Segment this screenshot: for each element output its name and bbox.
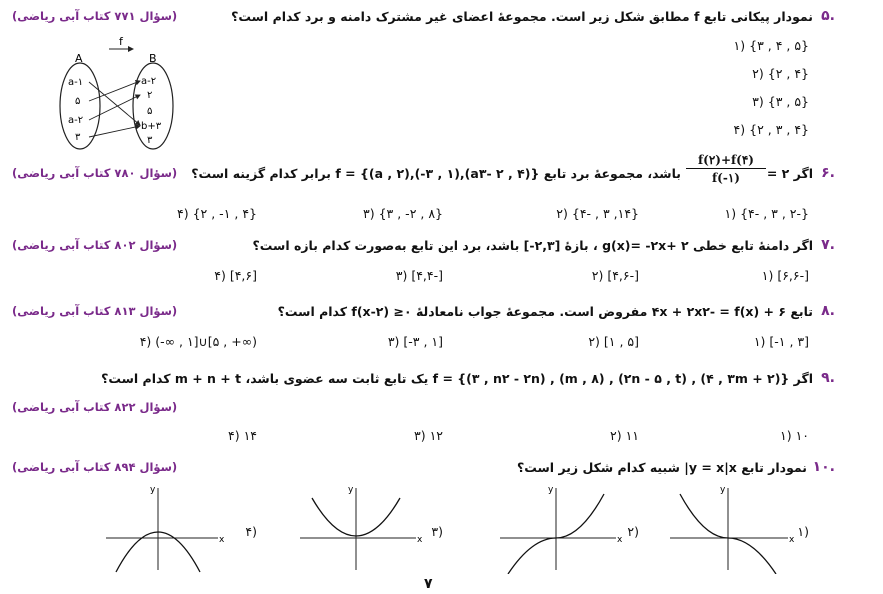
q7-option-4[interactable]: ۴) [۴,۶] [214,268,257,283]
axis-y-label: y [150,485,156,495]
q7-source: (سؤال ۸۰۲ کتاب آبی ریاضی) [12,238,178,252]
q6-option-3[interactable]: ۳) {۳ , -۲ , ۸} [363,206,443,221]
q5-option-3[interactable]: ۳) {۳ , ۵} [752,94,809,109]
q6-option-1[interactable]: ۱) {۴- , ۳ , ۲-} [724,206,809,221]
q6-option-4[interactable]: ۴) {۲ , -۱ , ۴} [177,206,257,221]
q8-number: ۸. [821,303,835,319]
q6-text-prefix: اگر ۲ = [766,166,813,181]
set-a-label: A [75,52,83,65]
q10-option-4-label[interactable]: ۴) [245,524,257,539]
q10-option-1-label[interactable]: ۱) [797,524,809,539]
q5-option-2[interactable]: ۲) {۲ , ۴} [752,66,809,81]
q10-option-1-graph[interactable] [668,482,796,574]
q8-source: (سؤال ۸۱۳ کتاب آبی ریاضی) [12,304,178,318]
q8-option-2[interactable]: ۲) [۱ , ۵] [588,334,639,349]
q8-text: تابع ۶ + ۴x + ۲x۲- = f(x) مفروض است. مجموعهٔ جواب نامعادلهٔ ۰≤ f(x-۲) کدام است؟ [277,304,813,319]
q8-option-1[interactable]: ۱) [-۱ , ۳] [753,334,809,349]
set-b-label: B [149,52,157,65]
q10-number: ۱۰. [812,459,835,475]
q10-option-3-graph[interactable] [298,482,426,574]
q9-number: ۹. [821,370,835,386]
page-number: ۷ [424,576,433,592]
q9-option-1[interactable]: ۱) ۱۰ [780,428,809,443]
q6-number: ۶. [821,165,835,181]
q10-option-4-graph[interactable] [104,482,232,574]
q7-option-1[interactable]: ۱) [۶,۶-] [761,268,809,283]
q9-option-2[interactable]: ۲) ۱۱ [610,428,639,443]
axis-y-label: y [548,485,554,495]
q7-option-3[interactable]: ۳) [۴,۴-] [395,268,443,283]
q8-option-3[interactable]: ۳) [-۳ , ۱] [387,334,443,349]
q5-text: نمودار پیکانی تابع f مطابق شکل زیر است. مجموعهٔ اعضای غیر مشترک دامنه و برد کدام است؟ [231,9,813,24]
q10-source: (سؤال ۸۹۴ کتاب آبی ریاضی) [12,460,178,474]
q7-number: ۷. [821,237,835,253]
q10-text: نمودار تابع y = x|x| شبیه کدام شکل زیر است؟ [517,460,807,475]
set-b-item: a-۲ [141,76,157,87]
axis-y-label: y [720,485,726,495]
axis-x-label: x [417,535,423,545]
q6-text-suffix: باشد، مجموعهٔ برد تابع {(a۳- ۲ , ۴),(۳ , ۱-),(a , ۲)} = f برابر کدام گزینه است؟ [191,166,681,181]
set-b-item: ۲ [147,90,153,101]
q6-option-2[interactable]: ۲) {۴- , ۳ ,۱۴} [556,206,639,221]
q8-option-4[interactable]: ۴) (-∞ , ۱]∪[۵ , +∞) [139,334,257,349]
q9-text: اگر f = {(۳ , n۲ - ۲n) , (m , ۸) , (۲n - ۵ , t) , (۴ , ۳m + ۲)} یک تابع ثابت سه عضوی باشد، m + n + t کدام است؟ [101,371,813,386]
q6-source: (سؤال ۷۸۰ کتاب آبی ریاضی) [12,166,178,180]
q6-fraction-denominator: f(-۱) [712,171,740,185]
set-a-item: ۵ [75,96,81,107]
axis-y-label: y [348,485,354,495]
q7-option-2[interactable]: ۲) [۴,۶-] [591,268,639,283]
set-b-item: ۵ [147,106,153,117]
q5-source: (سؤال ۷۷۱ کتاب آبی ریاضی) [12,9,178,23]
q5-option-4[interactable]: ۴) {۲ , ۳ , ۴} [733,122,809,137]
set-a-item: ۳ [75,132,81,143]
q5-number: ۵. [821,8,835,24]
q7-text: اگر دامنهٔ تابع خطی ۲ +g(x)= -۲x ، بازهٔ [۲,۳-] باشد، برد این تابع به‌صورت کدام بازه است؟ [252,238,813,253]
set-a-item: a-۱ [68,77,84,88]
axis-x-label: x [789,535,795,545]
set-a-item: a-۲ [68,115,84,126]
set-b-item: b+۳ [141,121,162,132]
q10-option-3-label[interactable]: ۳) [431,524,443,539]
q9-option-4[interactable]: ۴) ۱۴ [228,428,257,443]
q10-option-2-graph[interactable] [498,482,626,574]
q5-arrow-diagram [55,34,185,152]
q6-fraction-numerator: f(۲)+f(۴) [686,153,766,169]
q10-option-2-label[interactable]: ۲) [627,524,639,539]
set-b-item: ۳ [147,135,153,146]
q6-fraction [686,153,766,185]
q9-option-3[interactable]: ۳) ۱۲ [414,428,443,443]
axis-x-label: x [617,535,623,545]
diagram-f-label: f [119,35,123,48]
axis-x-label: x [219,535,225,545]
q9-source: (سؤال ۸۲۲ کتاب آبی ریاضی) [12,400,178,414]
q5-option-1[interactable]: ۱) {۳ , ۴ , ۵} [733,38,809,53]
